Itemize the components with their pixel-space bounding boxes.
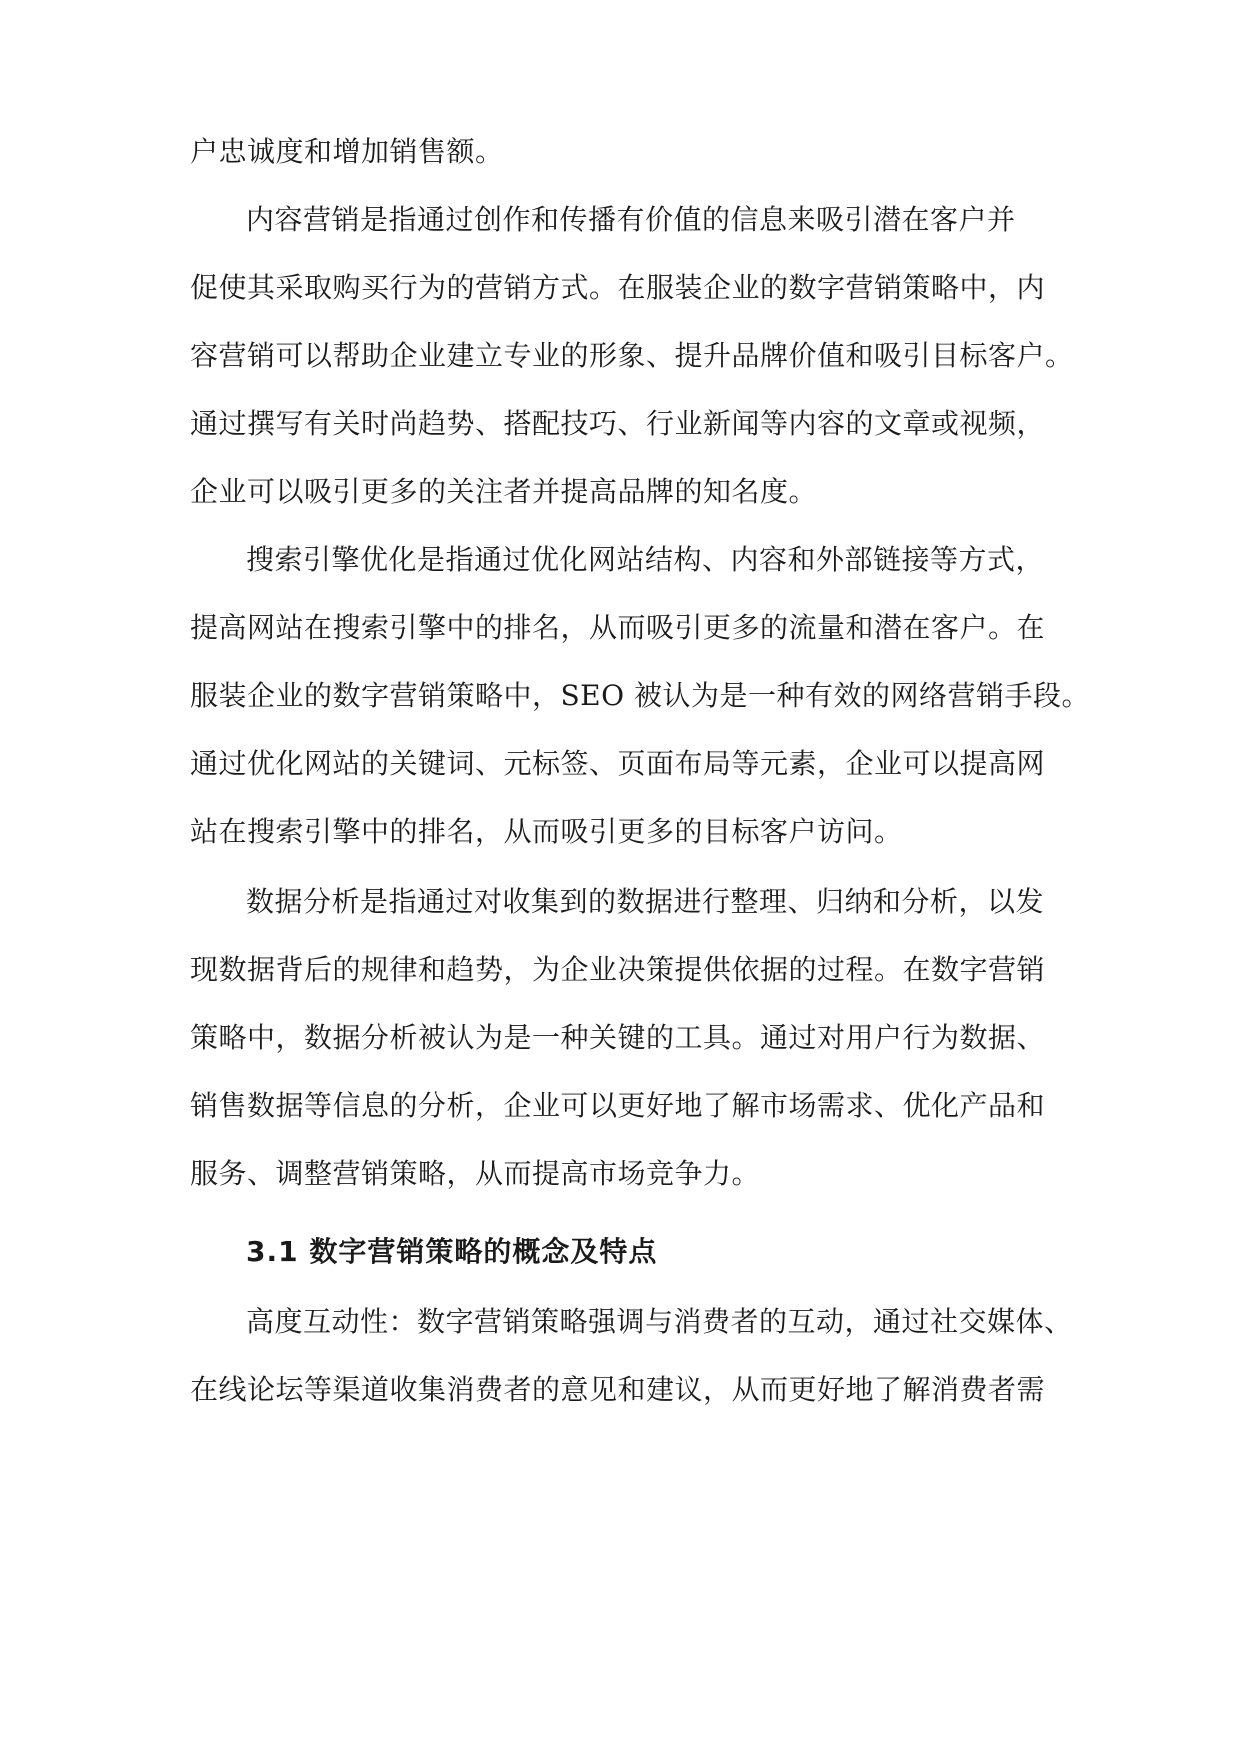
paragraph-1-line-1: 户忠诚度和增加销售额。 <box>190 135 504 168</box>
paragraph-3-line-3: 服装企业的数字营销策略中，SEO 被认为是一种有效的网络营销手段。 <box>190 679 1090 712</box>
paragraph-4-line-1: 数据分析是指通过对收集到的数据进行整理、归纳和分析，以发 <box>246 885 1045 918</box>
paragraph-5-line-1: 高度互动性：数字营销策略强调与消费者的互动，通过社交媒体、 <box>246 1305 1073 1338</box>
paragraph-4-line-4: 销售数据等信息的分析，企业可以更好地了解市场需求、优化产品和 <box>190 1089 1046 1122</box>
paragraph-2-line-4: 通过撰写有关时尚趋势、搭配技巧、行业新闻等内容的文章或视频， <box>190 407 1046 440</box>
paragraph-4-line-2: 现数据背后的规律和趋势，为企业决策提供依据的过程。在数字营销 <box>190 953 1046 986</box>
paragraph-2-line-1: 内容营销是指通过创作和传播有价值的信息来吸引潜在客户并 <box>246 203 1016 236</box>
paragraph-3-line-5: 站在搜索引擎中的排名，从而吸引更多的目标客户访问。 <box>190 815 903 848</box>
paragraph-4-line-5: 服务、调整营销策略，从而提高市场竞争力。 <box>190 1157 761 1190</box>
paragraph-2-line-3: 容营销可以帮助企业建立专业的形象、提升品牌价值和吸引目标客户。 <box>190 339 1074 372</box>
paragraph-4-line-3: 策略中，数据分析被认为是一种关键的工具。通过对用户行为数据、 <box>190 1021 1046 1054</box>
section-heading: 3.1 数字营销策略的概念及特点 <box>246 1235 658 1268</box>
paragraph-2-line-5: 企业可以吸引更多的关注者并提高品牌的知名度。 <box>190 475 818 508</box>
paragraph-5-line-2: 在线论坛等渠道收集消费者的意见和建议，从而更好地了解消费者需 <box>190 1373 1046 1406</box>
paragraph-3-line-1: 搜索引擎优化是指通过优化网站结构、内容和外部链接等方式， <box>246 543 1045 576</box>
paragraph-2-line-2: 促使其采取购买行为的营销方式。在服装企业的数字营销策略中，内 <box>190 271 1046 304</box>
paragraph-3-line-2: 提高网站在搜索引擎中的排名，从而吸引更多的流量和潜在客户。在 <box>190 611 1046 644</box>
paragraph-3-line-4: 通过优化网站的关键词、元标签、页面布局等元素，企业可以提高网 <box>190 747 1046 780</box>
